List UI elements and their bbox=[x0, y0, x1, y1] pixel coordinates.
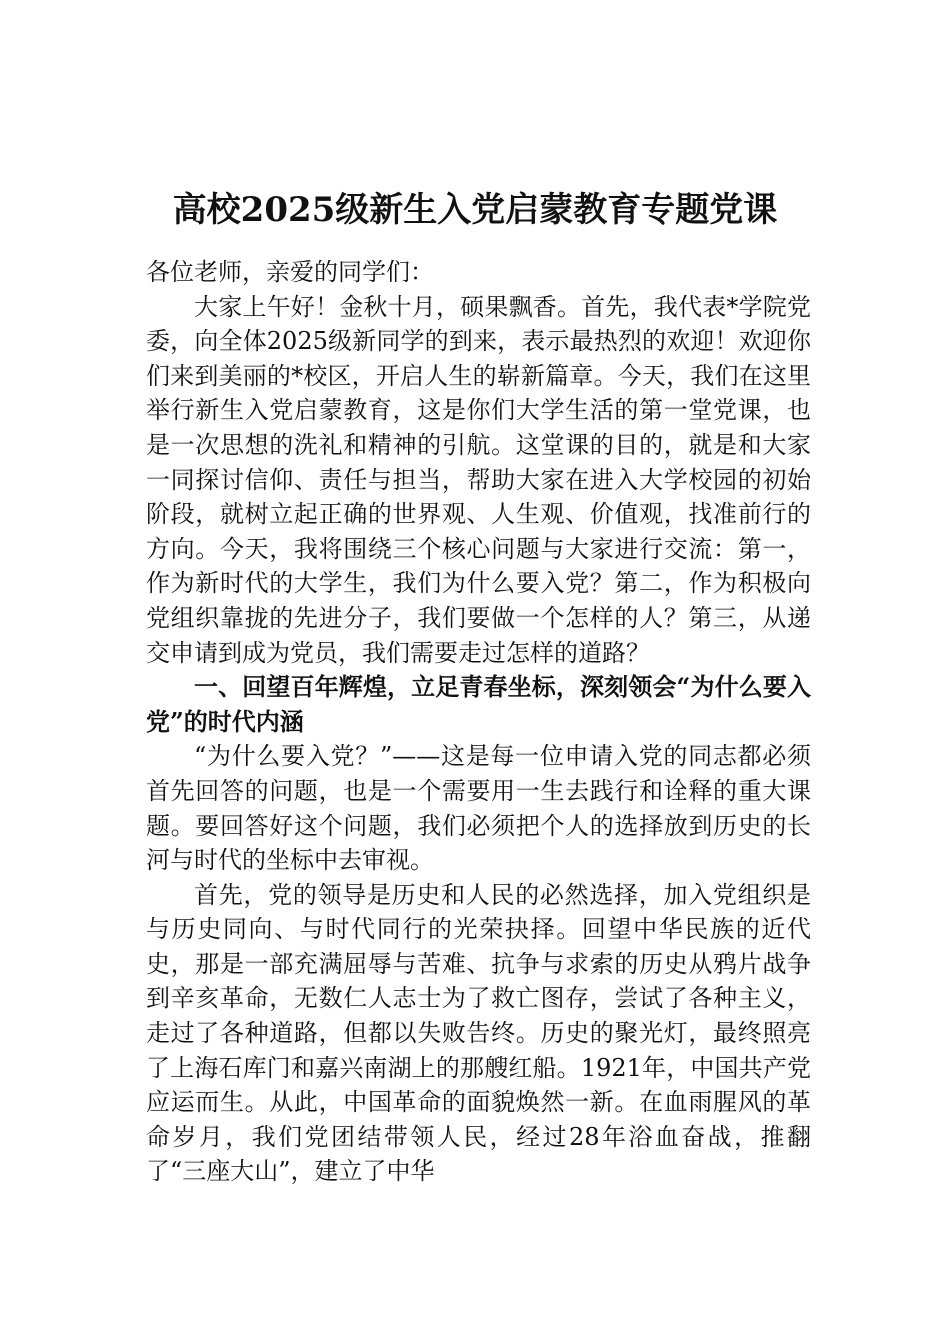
paragraph-opening: 大家上午好！金秋十月，硕果飘香。首先，我代表*学院党委，向全体2025级新同学的到来，表示最热烈的欢迎！欢迎你们来到美丽的*校区，开启人生的崭新篇章。今天，我们在这里举行新生入党启蒙教育，这是你们大学生活的第一堂党课，也是一次思想的洗礼和精神的引航。这堂课的目的，就是和大家一同探讨信仰、责任与担当，帮助大家在进入大学校园的初始阶段，就树立起正确的世界观、人生观、价值观，找准前行的方向。今天，我将围绕三个核心问题与大家进行交流：第一，作为新时代的大学生，我们为什么要入党？第二，作为积极向党组织靠拢的先进分子，我们要做一个怎样的人？第三，从递交申请到成为党员，我们需要走过怎样的道路？ bbox=[146, 292, 811, 667]
document-title: 高校2025级新生入党启蒙教育专题党课 bbox=[172, 189, 778, 230]
paragraph-history: 首先，党的领导是历史和人民的必然选择，加入党组织是与历史同向、与时代同行的光荣抉择。回望中华民族的近代史，那是一部充满屈辱与苦难、抗争与求索的历史从鸦片战争到辛亥革命，无数仁人志士为了救亡图存，尝试了各种主义，走过了各种道路，但都以失败告终。历史的聚光灯，最终照亮了上海石库门和嘉兴南湖上的那艘红船。1921年，中国共产党应运而生。从此，中国革命的面貌焕然一新。在血雨腥风的革命岁月，我们党团结带领人民，经过28年浴血奋战，推翻了“三座大山”，建立了中华 bbox=[146, 880, 811, 1186]
section-heading-1: 一、回望百年辉煌，立足青春坐标，深刻领会“为什么要入党”的时代内涵 bbox=[146, 672, 811, 736]
salutation: 各位老师，亲爱的同学们： bbox=[146, 258, 434, 286]
paragraph-why-join: “为什么要入党？”——这是每一位申请入党的同志都必须首先回答的问题，也是一个需要用一生去践行和诠释的重大课题。要回答好这个问题，我们必须把个人的选择放到历史的长河与时代的坐标中去审视。 bbox=[146, 742, 811, 875]
document-body bbox=[146, 255, 811, 1189]
